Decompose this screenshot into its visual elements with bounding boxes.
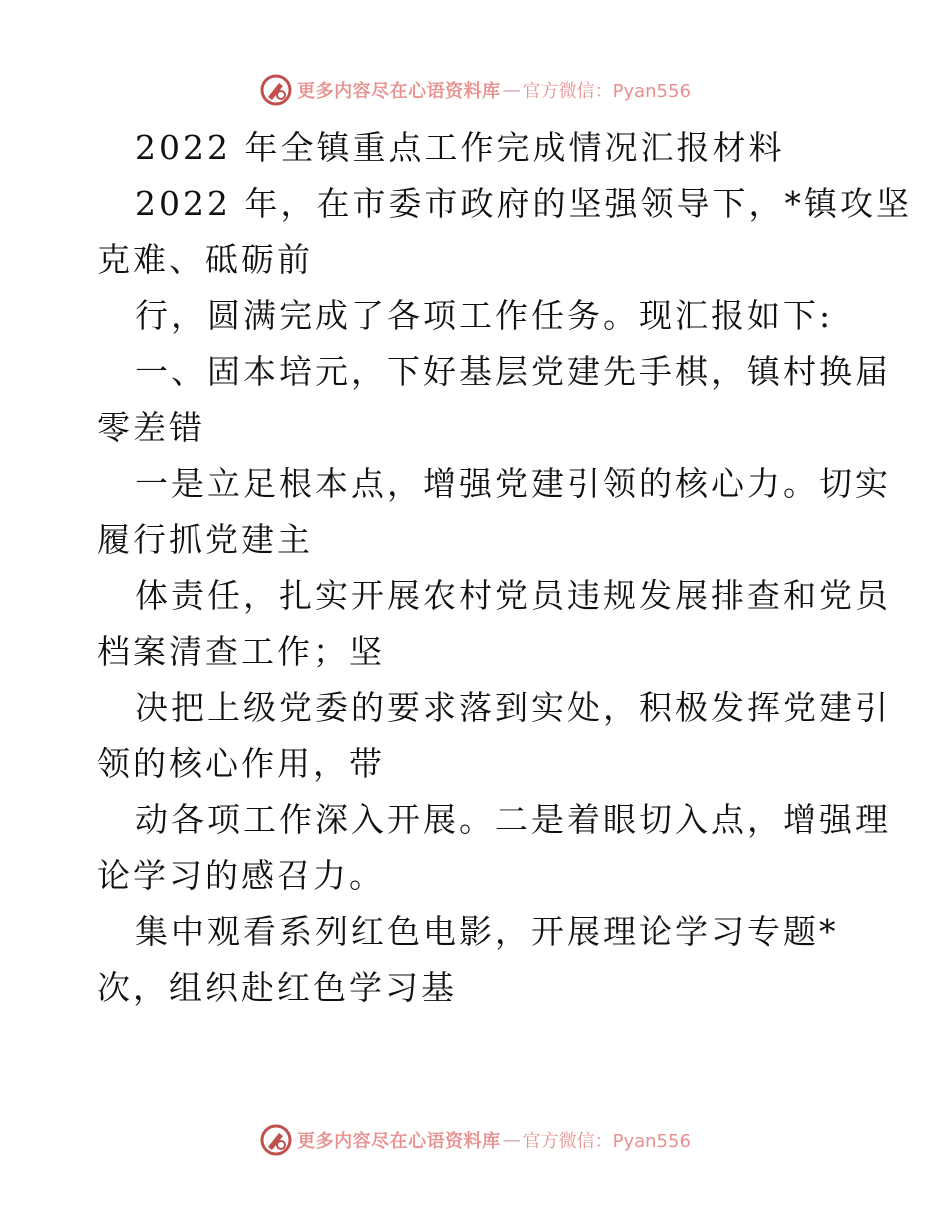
text-line: 体责任，扎实开展农村党员违规发展排查和党员	[135, 576, 891, 615]
text-line: 集中观看系列红色电影，开展理论学习专题*	[135, 912, 839, 951]
watermark-wechat: 官方微信：Pyan556	[522, 1131, 691, 1152]
text-line: 次，组织赴红色学习基	[97, 968, 457, 1007]
text-line: 2022 年，在市委市政府的坚强领导下，*镇攻坚	[135, 184, 912, 223]
watermark-wechat: 官方微信：Pyan556	[522, 81, 691, 102]
section-heading: 一、固本培元，下好基层党建先手棋，镇村换届	[135, 352, 891, 391]
logo-icon	[259, 73, 293, 107]
logo-icon	[259, 1123, 293, 1157]
text-line: 履行抓党建主	[97, 520, 313, 559]
text-line: 动各项工作深入开展。二是着眼切入点，增强理	[135, 800, 891, 839]
text-line: 领的核心作用，带	[97, 744, 385, 783]
section-heading-continued: 零差错	[97, 408, 205, 447]
document-body	[97, 120, 912, 1016]
text-line: 一是立足根本点，增强党建引领的核心力。切实	[135, 464, 891, 503]
watermark-dash: —	[502, 79, 521, 101]
text-line: 档案清查工作；坚	[97, 632, 385, 671]
text-line: 决把上级党委的要求落到实处，积极发挥党建引	[135, 688, 891, 727]
watermark-text: 更多内容尽在心语资料库	[297, 81, 501, 102]
text-line: 行，圆满完成了各项工作任务。现汇报如下:	[135, 296, 834, 335]
watermark-text: 更多内容尽在心语资料库	[297, 1131, 501, 1152]
text-line: 克难、砥砺前	[97, 240, 313, 279]
footer-watermark	[0, 1120, 950, 1160]
document-title: 2022 年全镇重点工作完成情况汇报材料	[135, 128, 785, 167]
header-watermark	[0, 70, 950, 110]
watermark-dash: —	[502, 1129, 521, 1151]
text-line: 论学习的感召力。	[97, 856, 385, 895]
